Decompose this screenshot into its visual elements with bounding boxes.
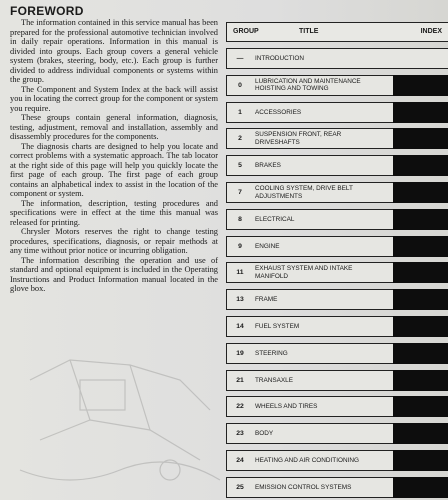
index-tab-marker[interactable] xyxy=(393,102,448,123)
group-number: 13 xyxy=(236,296,244,304)
table-row[interactable] xyxy=(226,75,448,96)
group-title: INTRODUCTION xyxy=(255,55,304,62)
group-title: ENGINE xyxy=(255,242,280,250)
paragraph: The information, description, testing procedures and specifications were in effect at the time this manual was released for printing. xyxy=(10,198,218,227)
table-row[interactable] xyxy=(226,343,448,364)
table-row[interactable] xyxy=(226,289,448,310)
index-tab-marker[interactable] xyxy=(393,128,448,149)
index-tab-marker[interactable] xyxy=(393,75,448,96)
table-row[interactable] xyxy=(226,128,448,149)
paragraph: Chrysler Motors reserves the right to change testing procedures, specifications, diagnosis, or repair methods at any time without prior notice or incurring obligation. xyxy=(10,227,218,255)
index-tab-marker[interactable] xyxy=(393,209,448,230)
index-tab-marker[interactable] xyxy=(393,477,448,498)
group-title: STEERING xyxy=(255,349,288,357)
table-row[interactable] xyxy=(226,209,448,230)
table-header xyxy=(226,22,448,42)
paragraph: These groups contain general information, diagnosis, testing, adjustment, removal and installation, assembly and disassembly procedures for the components. xyxy=(10,113,218,141)
table-row[interactable] xyxy=(226,477,448,498)
index-tab-marker[interactable] xyxy=(393,316,448,337)
group-title: TRANSAXLE xyxy=(255,376,294,384)
group-title: BODY xyxy=(255,430,274,438)
group-title: ELECTRICAL xyxy=(255,215,295,223)
group-title: BRAKES xyxy=(255,162,281,170)
bleed-through-diagram xyxy=(10,320,225,495)
group-title: COOLING SYSTEM, DRIVE BELT ADJUSTMENTS xyxy=(255,185,353,200)
table-row[interactable] xyxy=(226,155,448,176)
index-tab-marker[interactable] xyxy=(393,236,448,257)
table-row[interactable] xyxy=(226,423,448,444)
index-tab-marker[interactable] xyxy=(393,396,448,417)
index-tab-marker[interactable] xyxy=(393,262,448,283)
table-row[interactable] xyxy=(226,236,448,257)
group-title: EXHAUST SYSTEM AND INTAKE MANIFOLD xyxy=(255,265,353,280)
group-number: 8 xyxy=(238,215,242,223)
group-title: ACCESSORIES xyxy=(255,108,302,116)
index-tab-marker[interactable] xyxy=(393,182,448,203)
group-number: 7 xyxy=(238,189,242,196)
index-tab-marker[interactable] xyxy=(393,423,448,444)
group-number: 24 xyxy=(236,457,244,464)
paragraph: The information contained in this service manual has been prepared for the professional automotive technician involved in daily repair operations. Information in this manual is divided into groups. Each group covers a general vehicle system (brakes, steering, body, etc.). Each group is further divided to address individual components or systems within the group. xyxy=(10,18,218,84)
group-title: EMISSION CONTROL SYSTEMS xyxy=(255,483,352,491)
group-number: 9 xyxy=(238,242,242,250)
index-tab-marker[interactable] xyxy=(393,450,448,471)
group-number: 14 xyxy=(236,323,244,330)
group-number: 2 xyxy=(238,135,242,143)
table-row[interactable] xyxy=(226,316,448,337)
group-number: 22 xyxy=(236,403,244,411)
foreword-heading: FOREWORD xyxy=(10,4,84,18)
paragraph: The information describing the operation and use of standard and optional equipment is included in the Operating Instructions and Product Information manual located in the glove box. xyxy=(10,255,218,293)
group-number: 5 xyxy=(238,162,242,170)
table-row[interactable] xyxy=(226,102,448,123)
group-title: FUEL SYSTEM xyxy=(255,323,300,330)
group-title: SUSPENSION FRONT, REAR DRIVESHAFTS xyxy=(255,131,342,146)
table-row[interactable] xyxy=(226,48,448,69)
table-row[interactable] xyxy=(226,370,448,391)
index-tab-marker[interactable] xyxy=(393,289,448,310)
group-title: HEATING AND AIR CONDITIONING xyxy=(255,457,359,464)
table-row[interactable] xyxy=(226,262,448,283)
group-number: 25 xyxy=(236,483,244,491)
group-title: WHEELS AND TIRES xyxy=(255,403,318,411)
paragraph: The diagnosis charts are designed to help you locate and correct problems with a systematic approach. The tab locator at the right side of this page will help you quickly locate the first page of each group. The first page of each group contains an alphabetical index to assist in the location of the component or system. xyxy=(10,141,218,198)
group-number: 19 xyxy=(236,349,244,357)
index-tab-marker[interactable] xyxy=(393,155,448,176)
group-title: LUBRICATION AND MAINTENANCE HOISTING AND TOWING xyxy=(255,77,361,93)
index-column-header: INDEX xyxy=(420,28,442,35)
table-row[interactable] xyxy=(226,396,448,417)
paragraph: The Component and System Index at the back will assist you in locating the correct group for the component or system you require. xyxy=(10,84,218,113)
index-tab-marker[interactable] xyxy=(393,370,448,391)
group-title: FRAME xyxy=(255,296,278,304)
group-number: 11 xyxy=(236,269,244,277)
group-number: 1 xyxy=(238,108,242,116)
index-tab-marker[interactable] xyxy=(393,343,448,364)
group-number: 21 xyxy=(236,376,244,384)
group-index-table xyxy=(226,22,448,500)
group-number: 23 xyxy=(236,430,244,438)
table-row[interactable] xyxy=(226,182,448,203)
group-number: — xyxy=(236,55,244,62)
table-row[interactable] xyxy=(226,450,448,471)
group-number: 0 xyxy=(238,81,242,89)
group-column-header: GROUP xyxy=(233,28,259,35)
title-column-header: TITLE xyxy=(299,28,319,35)
foreword-body xyxy=(10,18,218,294)
